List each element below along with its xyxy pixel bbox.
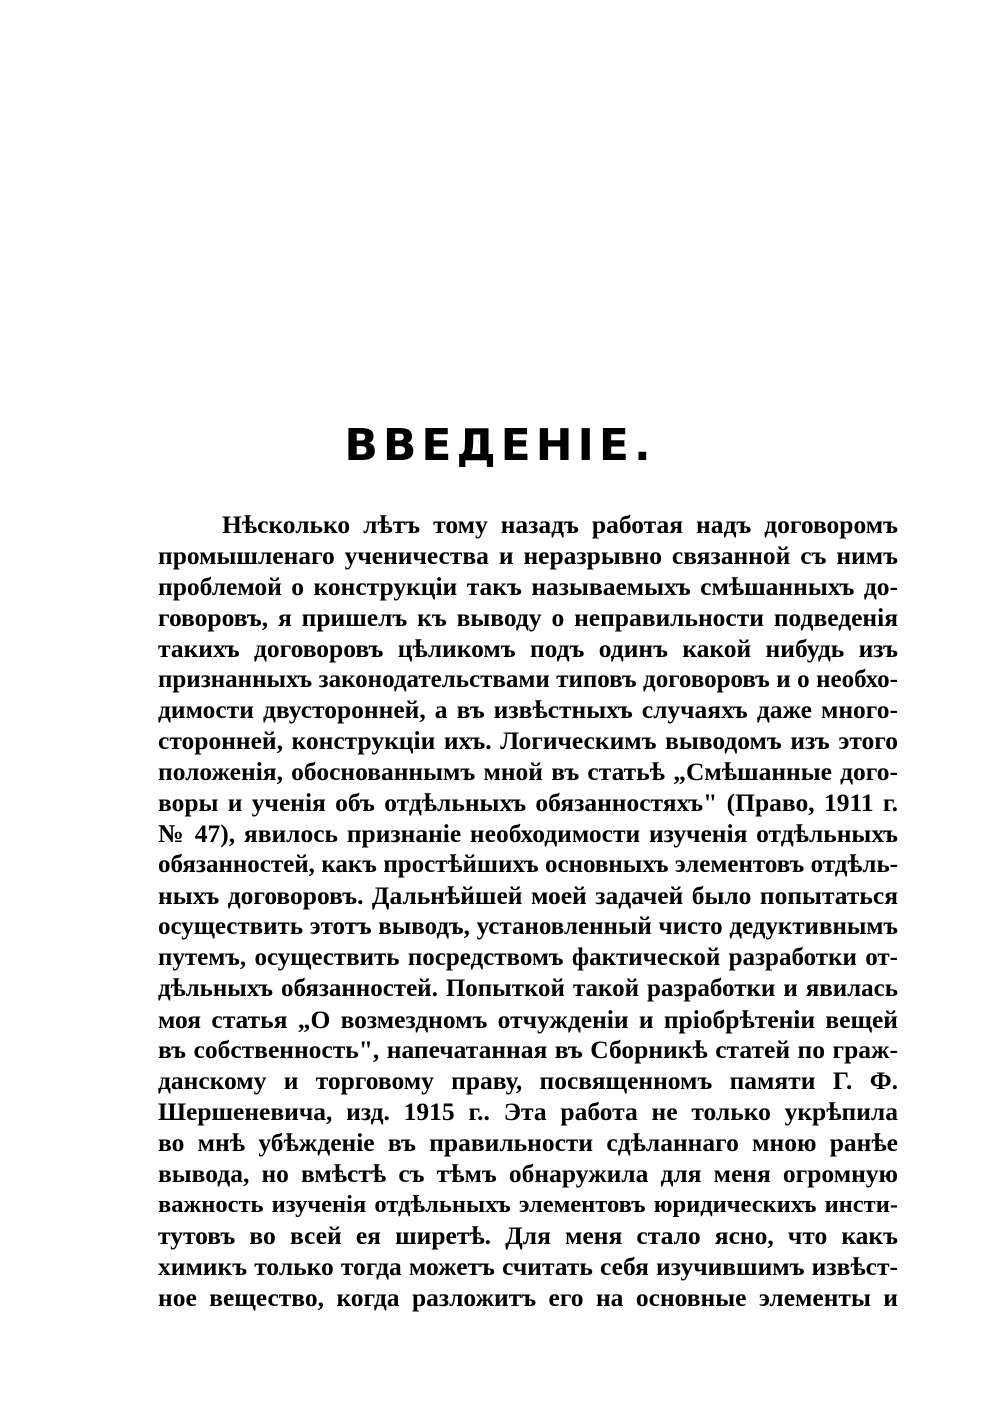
text-line: путемъ, осуществить посредствомъ фактической разработки от- xyxy=(158,943,898,971)
text-line: моя статья „О возмездномъ отчужденіи и пріобрѣтеніи вещей xyxy=(158,1004,898,1034)
text-line: дѣльныхъ обязанностей. Попыткой такой разработки и явилась xyxy=(158,974,898,1002)
text-line: тутовъ во всей ея ширетѣ. Для меня стало ясно, что какъ xyxy=(158,1220,898,1250)
text-line: № 47), явилось признаніе необходимости изученія отдѣльныхъ xyxy=(158,819,898,849)
text-line: важность изученія отдѣльныхъ элементовъ юридическихъ инсти- xyxy=(158,1190,898,1218)
text-line: ныхъ договоровъ. Дальнѣйшей моей задачей было попытаться xyxy=(158,880,898,910)
text-line: промышленаго ученичества и неразрывно связанной съ нимъ xyxy=(158,540,898,570)
text-line: обязанностей, какъ простѣйшихъ основныхъ элементовъ отдѣль- xyxy=(158,850,898,878)
body-paragraph xyxy=(158,510,898,1314)
text-line: говоровъ, я пришелъ къ выводу о неправильности подведенія xyxy=(158,602,898,632)
text-line: положенія, обоснованнымъ мной въ статьѣ „Смѣшанные дого- xyxy=(158,757,898,787)
page-title: ВВЕДЕНІЕ. xyxy=(344,420,656,471)
text-line: Шершеневича, изд. 1915 г.. Эта работа не только укрѣпила xyxy=(158,1097,898,1127)
text-line: въ собственность", напечатанная въ Сборникѣ статей по граж- xyxy=(158,1035,898,1065)
text-line: проблемой о конструкціи такъ называемыхъ смѣшанныхъ до- xyxy=(158,571,898,601)
text-line: данскому и торговому праву, посвященномъ памяти Г. Ф. xyxy=(158,1066,898,1096)
text-line: димости двусторонней, а въ извѣстныхъ случаяхъ даже много- xyxy=(158,695,898,725)
text-line: воры и ученія объ отдѣльныхъ обязанностяхъ" (Право, 1911 г. xyxy=(158,788,898,818)
text-line: признанныхъ законодательствами типовъ договоровъ и о необхо- xyxy=(158,665,898,693)
text-line: вывода, но вмѣстѣ съ тѣмъ обнаружила для меня огромную xyxy=(158,1159,898,1189)
text-line: химикъ только тогда можетъ считать себя изучившимъ извѣст- xyxy=(158,1251,898,1281)
text-line: Нѣсколько лѣтъ тому назадъ работая надъ договоромъ xyxy=(222,510,898,539)
text-line: во мнѣ убѣжденіе въ правильности сдѣланнаго мною ранѣе xyxy=(158,1128,898,1158)
text-line: осуществить этотъ выводъ, установленный чисто дедуктивнымъ xyxy=(158,912,898,940)
text-line: такихъ договоровъ цѣликомъ подъ одинъ какой нибудь изъ xyxy=(158,633,898,663)
text-line: ное вещество, когда разложитъ его на основные элементы и xyxy=(158,1282,898,1312)
text-line: сторонней, конструкціи ихъ. Логическимъ выводомъ изъ этого xyxy=(158,726,898,756)
